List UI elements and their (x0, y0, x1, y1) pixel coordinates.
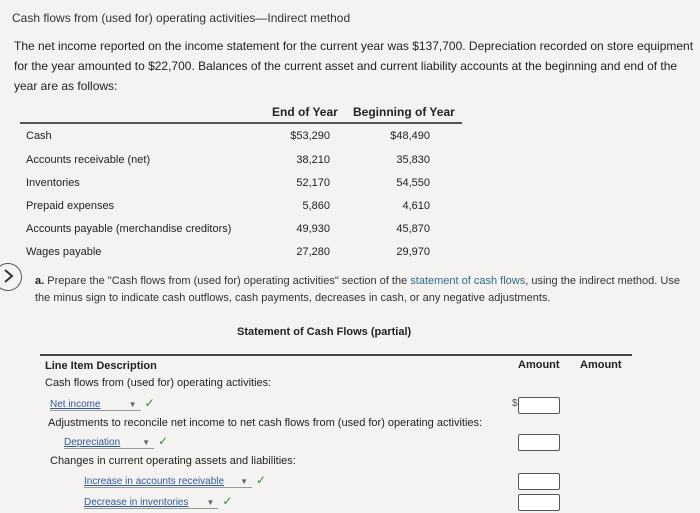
balance-end: 38,210 (296, 154, 330, 166)
chevron-right-icon (2, 269, 14, 283)
balance-end: 52,170 (296, 177, 330, 189)
balance-label: Wages payable (26, 246, 102, 258)
col-end-of-year: End of Year (272, 105, 338, 119)
balance-label: Inventories (26, 177, 80, 189)
decrease-inventories-row (84, 492, 232, 510)
net-income-select-value: Net income (50, 399, 101, 410)
dollar-sign: $ (512, 398, 518, 409)
checkmark-icon: ✓ (222, 494, 233, 508)
balance-row (20, 246, 460, 268)
balance-row (20, 130, 460, 152)
statement-title: Statement of Cash Flows (partial) (237, 326, 412, 338)
balance-end: $53,290 (290, 130, 330, 142)
balance-begin: 4,610 (402, 200, 430, 212)
page-title: Cash flows from (used for) operating activities—Indirect method (12, 11, 351, 25)
balance-begin: 54,550 (396, 177, 430, 189)
decrease-inventories-amount-input[interactable] (518, 494, 560, 511)
net-income-select[interactable] (50, 399, 141, 411)
depreciation-select[interactable] (64, 437, 154, 449)
increase-ar-amount-input[interactable] (518, 473, 560, 490)
chevron-down-icon: ▼ (240, 477, 248, 486)
balances-divider (20, 122, 462, 124)
statement-of-cash-flows-link[interactable]: statement of cash flows (410, 275, 526, 287)
balance-row (20, 200, 460, 222)
decrease-inventories-select[interactable] (84, 497, 218, 509)
col-beginning-of-year: Beginning of Year (353, 105, 455, 119)
col-amount-2: Amount (580, 359, 622, 371)
balance-end: 27,280 (296, 246, 330, 258)
part-a-text-2: , using the indirect method. Use the minus sign to indicate cash outflows, cash payments, decreases in cash, or any negative adjustments. (35, 275, 680, 304)
part-a-text-1: Prepare the "Cash flows from (used for) operating activities" section of the (47, 275, 408, 287)
balance-begin: $48,490 (390, 130, 430, 142)
depreciation-amount-input[interactable] (518, 434, 560, 451)
depreciation-select-value: Depreciation (64, 437, 121, 448)
adjustments-label: Adjustments to reconcile net income to net cash flows from (used for) operating activities: (48, 417, 483, 429)
checkmark-icon: ✓ (256, 473, 267, 487)
increase-ar-select[interactable] (84, 476, 252, 488)
balance-label: Prepaid expenses (26, 200, 115, 212)
checkmark-icon: ✓ (158, 434, 169, 448)
balance-begin: 45,870 (396, 223, 430, 235)
balance-label: Cash (26, 130, 52, 142)
part-a-instructions (35, 273, 685, 307)
changes-label: Changes in current operating assets and liabilities: (50, 455, 296, 467)
balance-label: Accounts payable (merchandise creditors) (26, 223, 232, 235)
chevron-down-icon: ▼ (128, 400, 137, 409)
statement-divider (40, 354, 632, 356)
balance-row (20, 223, 460, 245)
col-amount-1: Amount (518, 359, 560, 371)
increase-ar-select-value: Increase in accounts receivable (84, 476, 225, 487)
balance-row (20, 154, 460, 176)
net-income-amount-input[interactable] (518, 397, 560, 414)
net-income-row (50, 394, 155, 412)
section-label-operating: Cash flows from (used for) operating activities: (45, 377, 272, 389)
increase-ar-row (84, 471, 266, 489)
chevron-down-icon: ▼ (206, 498, 215, 507)
problem-intro: The net income reported on the income statement for the current year was $137,700. Depreciation recorded on store equipment for the year amounted to $22,700. Balances of the current asset and current liability accounts at the beginning and end of the year are as follows: (14, 39, 694, 93)
balance-end: 49,930 (296, 223, 330, 235)
balance-begin: 35,830 (396, 154, 430, 166)
part-a-prefix: a. (35, 275, 45, 287)
decrease-inventories-select-value: Decrease in inventories (84, 497, 189, 508)
checkmark-icon: ✓ (144, 396, 155, 410)
balance-row (20, 177, 460, 199)
balance-label: Accounts receivable (net) (26, 154, 151, 166)
depreciation-row (64, 432, 168, 450)
expand-part-button[interactable] (0, 263, 22, 291)
balance-end: 5,860 (302, 200, 330, 212)
chevron-down-icon: ▼ (142, 438, 151, 447)
col-line-item-description: Line Item Description (45, 360, 157, 372)
balance-begin: 29,970 (396, 246, 430, 258)
